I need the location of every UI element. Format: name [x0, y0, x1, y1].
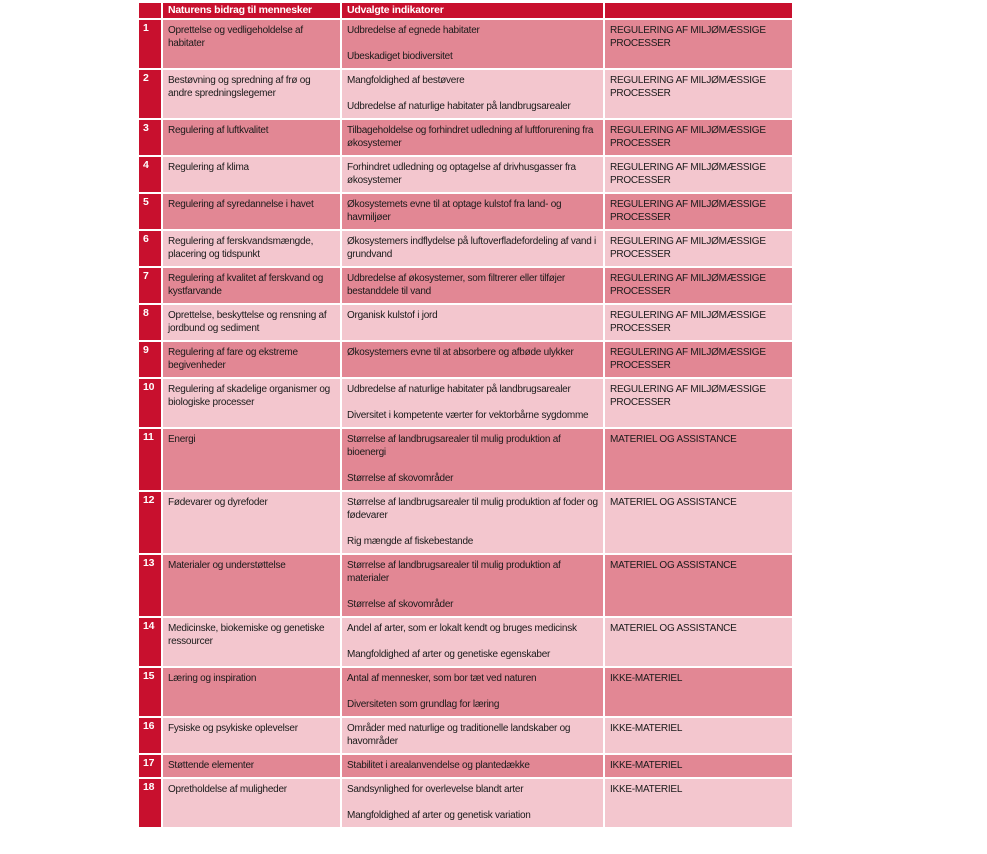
category-cell: REGULERING AF MILJØMÆSSIGE PROCESSER — [605, 194, 792, 229]
category-cell: REGULERING AF MILJØMÆSSIGE PROCESSER — [605, 268, 792, 303]
indicator-text: Sandsynlighed for overlevelse blandt arter — [347, 784, 524, 795]
indicator-text: Områder med naturlige og traditionelle landskaber og havområder — [347, 723, 571, 747]
row-number-cell: 15 — [139, 668, 161, 716]
indicator-text: Forhindret udledning og optagelse af drivhusgasser fra økosystemer — [347, 162, 576, 186]
row-number-cell: 7 — [139, 268, 161, 303]
contribution-cell: Materialer og understøttelse — [163, 555, 340, 616]
row-number-cell: 4 — [139, 157, 161, 192]
category-cell: IKKE-MATERIEL — [605, 668, 792, 716]
category-cell: REGULERING AF MILJØMÆSSIGE PROCESSER — [605, 70, 792, 118]
indicators-cell — [342, 668, 603, 716]
indicators-cell — [342, 20, 603, 68]
indicator-text: Udbredelse af naturlige habitater på landbrugsarealer — [347, 101, 571, 112]
indicators-cell — [342, 718, 603, 753]
indicators-cell — [342, 779, 603, 827]
indicator-text: Diversitet i kompetente værter for vektorbårne sygdomme — [347, 410, 589, 421]
category-cell: REGULERING AF MILJØMÆSSIGE PROCESSER — [605, 157, 792, 192]
contribution-cell: Fysiske og psykiske oplevelser — [163, 718, 340, 753]
contribution-cell: Regulering af skadelige organismer og biologiske processer — [163, 379, 340, 427]
indicators-cell — [342, 342, 603, 377]
indicator-text: Diversiteten som grundlag for læring — [347, 699, 500, 710]
indicators-cell — [342, 70, 603, 118]
contribution-cell: Energi — [163, 429, 340, 490]
contribution-cell: Læring og inspiration — [163, 668, 340, 716]
row-number-cell: 8 — [139, 305, 161, 340]
category-cell: MATERIEL OG ASSISTANCE — [605, 618, 792, 666]
indicator-text: Størrelse af landbrugsarealer til mulig produktion af bioenergi — [347, 434, 561, 458]
indicators-cell — [342, 231, 603, 266]
category-cell: MATERIEL OG ASSISTANCE — [605, 555, 792, 616]
row-number-cell: 17 — [139, 755, 161, 777]
indicator-text: Tilbageholdelse og forhindret udledning af luftforurening fra økosystemer — [347, 125, 594, 149]
row-number-cell: 2 — [139, 70, 161, 118]
category-cell: IKKE-MATERIEL — [605, 755, 792, 777]
indicator-text: Økosystemers indflydelse på luftoverfladefordeling af vand i grundvand — [347, 236, 597, 260]
row-number-cell: 5 — [139, 194, 161, 229]
contribution-cell: Opretholdelse af muligheder — [163, 779, 340, 827]
row-number-cell: 14 — [139, 618, 161, 666]
category-cell: REGULERING AF MILJØMÆSSIGE PROCESSER — [605, 231, 792, 266]
contribution-cell: Støttende elementer — [163, 755, 340, 777]
category-cell: MATERIEL OG ASSISTANCE — [605, 429, 792, 490]
indicators-cell — [342, 755, 603, 777]
contribution-cell: Regulering af kvalitet af ferskvand og kystfarvande — [163, 268, 340, 303]
indicators-cell — [342, 194, 603, 229]
row-number-cell: 13 — [139, 555, 161, 616]
indicator-text: Stabilitet i arealanvendelse og plantedække — [347, 760, 530, 771]
header-cell-indicators: Udvalgte indikatorer — [342, 3, 603, 18]
row-number-cell: 12 — [139, 492, 161, 553]
indicator-text: Størrelse af skovområder — [347, 473, 454, 484]
indicators-cell — [342, 379, 603, 427]
row-number-cell: 3 — [139, 120, 161, 155]
indicator-text: Antal af mennesker, som bor tæt ved naturen — [347, 673, 537, 684]
contribution-cell: Regulering af klima — [163, 157, 340, 192]
row-number-cell: 9 — [139, 342, 161, 377]
row-number-cell: 16 — [139, 718, 161, 753]
contribution-cell: Fødevarer og dyrefoder — [163, 492, 340, 553]
indicators-cell — [342, 555, 603, 616]
contribution-cell: Regulering af luftkvalitet — [163, 120, 340, 155]
row-number-cell: 11 — [139, 429, 161, 490]
indicator-text: Mangfoldighed af bestøvere — [347, 75, 465, 86]
contribution-cell: Oprettelse og vedligeholdelse af habitater — [163, 20, 340, 68]
indicator-text: Udbredelse af egnede habitater — [347, 25, 480, 36]
indicator-text: Ubeskadiget biodiversitet — [347, 51, 453, 62]
category-cell: IKKE-MATERIEL — [605, 718, 792, 753]
indicators-cell — [342, 618, 603, 666]
indicator-text: Mangfoldighed af arter og genetiske egenskaber — [347, 649, 551, 660]
category-cell: REGULERING AF MILJØMÆSSIGE PROCESSER — [605, 342, 792, 377]
indicator-text: Udbredelse af naturlige habitater på landbrugsarealer — [347, 384, 571, 395]
header-cell-contribution: Naturens bidrag til mennesker — [163, 3, 340, 18]
contribution-cell: Medicinske, biokemiske og genetiske ressourcer — [163, 618, 340, 666]
category-cell: REGULERING AF MILJØMÆSSIGE PROCESSER — [605, 305, 792, 340]
indicators-cell — [342, 492, 603, 553]
indicator-text: Økosystemets evne til at optage kulstof fra land- og havmiljøer — [347, 199, 562, 223]
indicator-text: Udbredelse af økosystemer, som filtrerer eller tilføjer bestanddele til vand — [347, 273, 565, 297]
contribution-cell: Regulering af ferskvandsmængde, placering og tidspunkt — [163, 231, 340, 266]
indicator-text: Mangfoldighed af arter og genetisk variation — [347, 810, 531, 821]
indicator-text: Størrelse af landbrugsarealer til mulig produktion af foder og fødevarer — [347, 497, 598, 521]
indicator-text: Andel af arter, som er lokalt kendt og bruges medicinsk — [347, 623, 577, 634]
indicator-text: Økosystemers evne til at absorbere og afbøde ulykker — [347, 347, 574, 358]
nature-contributions-table — [139, 3, 790, 827]
indicator-text: Organisk kulstof i jord — [347, 310, 438, 321]
category-cell: REGULERING AF MILJØMÆSSIGE PROCESSER — [605, 120, 792, 155]
row-number-cell: 10 — [139, 379, 161, 427]
indicators-cell — [342, 305, 603, 340]
category-cell: MATERIEL OG ASSISTANCE — [605, 492, 792, 553]
indicator-text: Størrelse af skovområder — [347, 599, 454, 610]
indicators-cell — [342, 268, 603, 303]
category-cell: REGULERING AF MILJØMÆSSIGE PROCESSER — [605, 20, 792, 68]
contribution-cell: Regulering af syredannelse i havet — [163, 194, 340, 229]
indicators-cell — [342, 157, 603, 192]
category-cell: IKKE-MATERIEL — [605, 779, 792, 827]
contribution-cell: Bestøvning og spredning af frø og andre spredningslegemer — [163, 70, 340, 118]
row-number-cell: 1 — [139, 20, 161, 68]
header-cell-number — [139, 3, 161, 18]
row-number-cell: 6 — [139, 231, 161, 266]
contribution-cell: Oprettelse, beskyttelse og rensning af jordbund og sediment — [163, 305, 340, 340]
category-cell: REGULERING AF MILJØMÆSSIGE PROCESSER — [605, 379, 792, 427]
indicators-cell — [342, 120, 603, 155]
indicators-cell — [342, 429, 603, 490]
indicator-text: Rig mængde af fiskebestande — [347, 536, 474, 547]
header-cell-category — [605, 3, 792, 18]
row-number-cell: 18 — [139, 779, 161, 827]
contribution-cell: Regulering af fare og ekstreme begivenheder — [163, 342, 340, 377]
indicator-text: Størrelse af landbrugsarealer til mulig produktion af materialer — [347, 560, 561, 584]
